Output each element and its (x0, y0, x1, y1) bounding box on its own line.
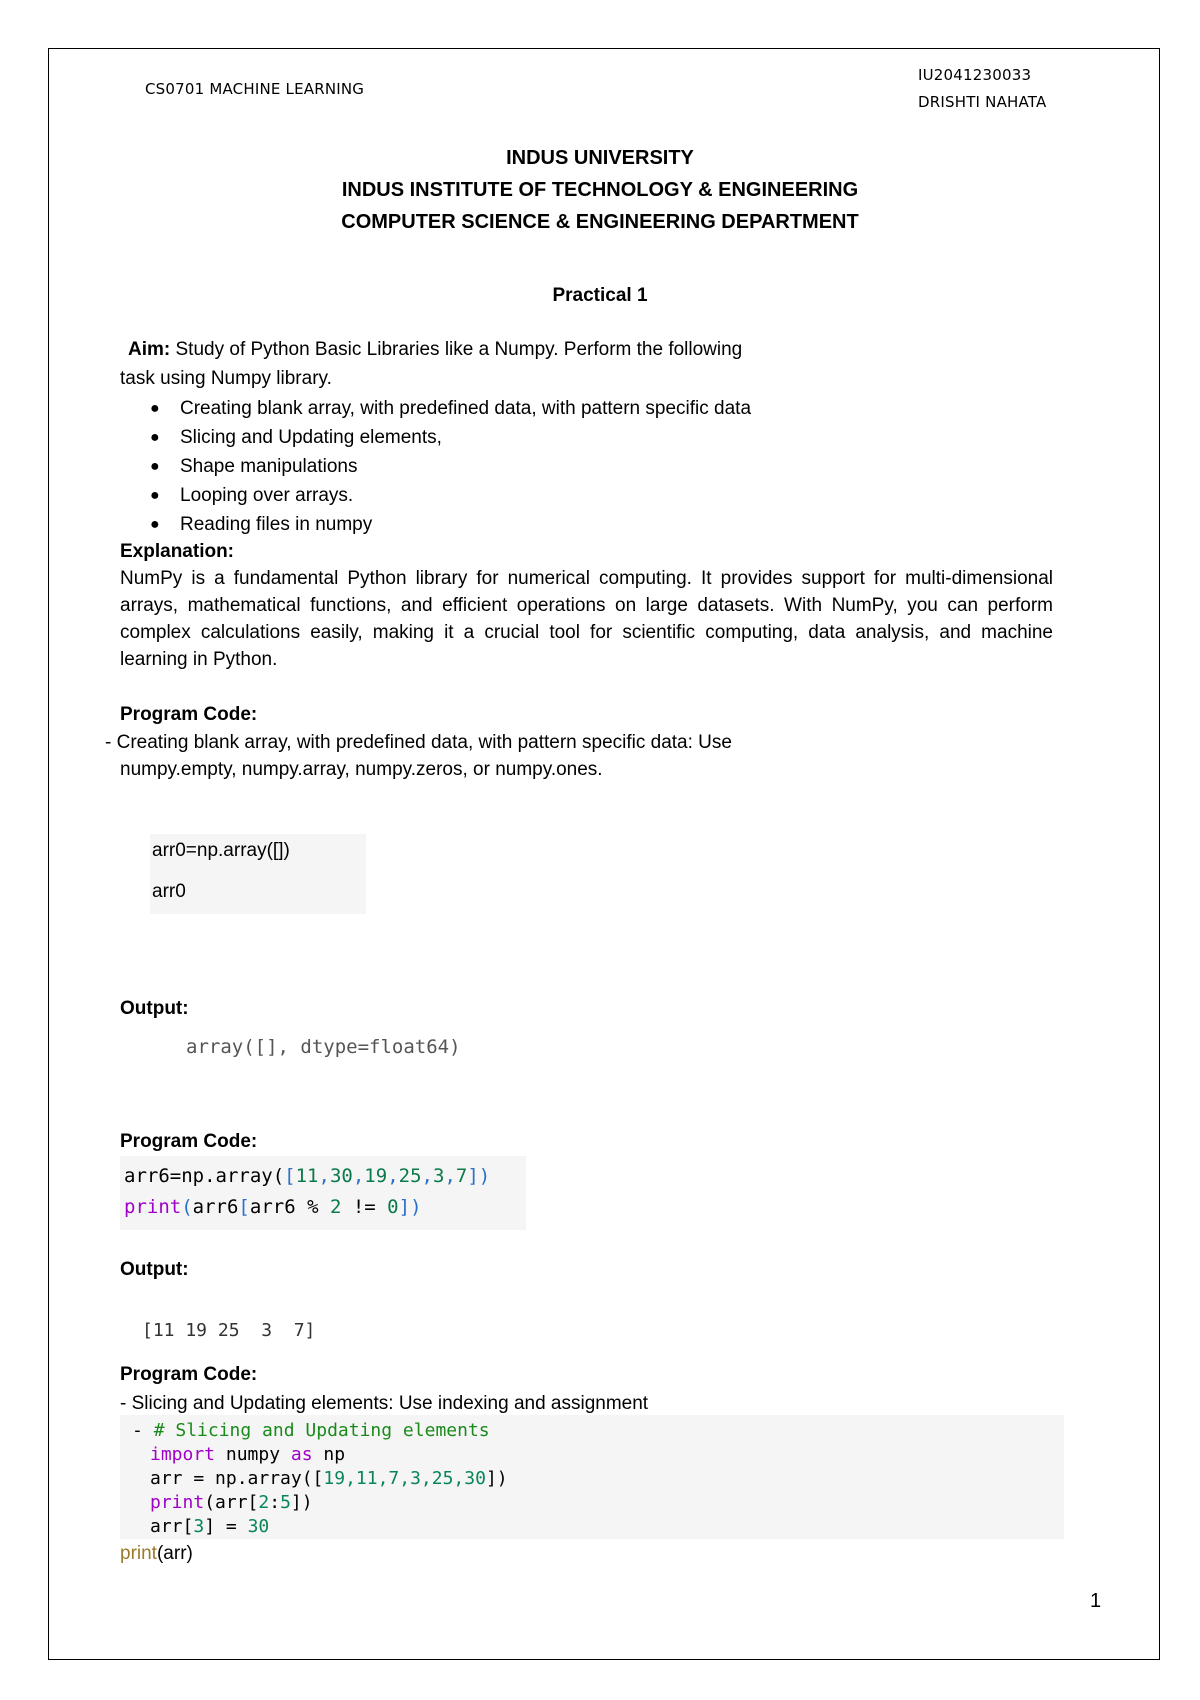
section3-desc: - Slicing and Updating elements: Use indexing and assignment (120, 1393, 649, 1414)
code-block-3 (120, 1415, 1064, 1539)
program-code-heading-1: Program Code: (120, 704, 258, 725)
program-code-heading-2: Program Code: (120, 1131, 258, 1152)
list-item: ● Reading files in numpy (150, 510, 751, 539)
trailing-code-line: print(arr) (120, 1543, 193, 1564)
code-line: arr0 (152, 881, 186, 902)
section1-desc-line-2: numpy.empty, numpy.array, numpy.zeros, or numpy.ones. (120, 759, 603, 780)
institute-name: INDUS INSTITUTE OF TECHNOLOGY & ENGINEERING (341, 179, 859, 201)
bullet-icon: ● (150, 516, 160, 533)
bullet-icon: ● (150, 458, 160, 475)
output-heading-2: Output: (120, 1259, 189, 1280)
university-name: INDUS UNIVERSITY (506, 147, 694, 169)
department-name: COMPUTER SCIENCE & ENGINEERING DEPARTMENT (341, 211, 859, 233)
aim-line-2: task using Numpy library. (120, 368, 332, 389)
code-block-2 (120, 1156, 526, 1230)
bullet-icon: ● (150, 400, 160, 417)
output-value-1: array([], dtype=float64) (186, 1036, 461, 1058)
student-name: DRISHTI NAHATA (918, 93, 1047, 111)
output-heading-1: Output: (120, 998, 189, 1019)
list-item: ● Shape manipulations (150, 452, 751, 481)
aim-label: Aim: (128, 339, 171, 360)
list-item: ● Slicing and Updating elements, (150, 423, 751, 452)
code-line: arr6=np.array([11,30,19,25,3,7]) (124, 1165, 491, 1187)
aim-text-1: Study of Python Basic Libraries like a Numpy. Perform the following (170, 339, 743, 360)
section1-desc-line-1: - Creating blank array, with predefined data, with pattern specific data: Use (105, 732, 732, 753)
explanation-heading: Explanation: (120, 541, 235, 562)
practical-title: Practical 1 (552, 285, 648, 306)
aim-line-1 (128, 336, 742, 363)
student-id: IU2041230033 (918, 66, 1032, 84)
code-line: import numpy as np (150, 1444, 346, 1465)
code-line: arr[3] = 30 (150, 1516, 270, 1537)
explanation-text: NumPy is a fundamental Python library for numerical computing. It provides support for multi-dimensional arrays, mathematical functions, and efficient operations on large datasets. With NumPy, you can perform complex calculations easily, making it a crucial tool for scientific computing, data analysis, and machine learning in Python. (120, 568, 1053, 670)
course-code: CS0701 MACHINE LEARNING (145, 80, 365, 98)
list-item: ● Creating blank array, with predefined data, with pattern specific data (150, 394, 751, 423)
code-line: print(arr6[arr6 % 2 != 0]) (124, 1196, 422, 1218)
program-code-heading-3: Program Code: (120, 1364, 258, 1385)
code-line: arr = np.array([19,11,7,3,25,30]) (150, 1468, 508, 1489)
code-line: - # Slicing and Updating elements (132, 1420, 490, 1441)
code-line: print(arr[2:5]) (150, 1492, 313, 1513)
page-number: 1 (1090, 1590, 1102, 1612)
code-line: arr0=np.array([]) (152, 840, 290, 861)
aim-task-list (150, 394, 751, 539)
list-item: ● Looping over arrays. (150, 481, 751, 510)
code-block-1 (150, 834, 366, 914)
bullet-icon: ● (150, 487, 160, 504)
bullet-icon: ● (150, 429, 160, 446)
output-value-2: [11 19 25 3 7] (142, 1320, 316, 1341)
